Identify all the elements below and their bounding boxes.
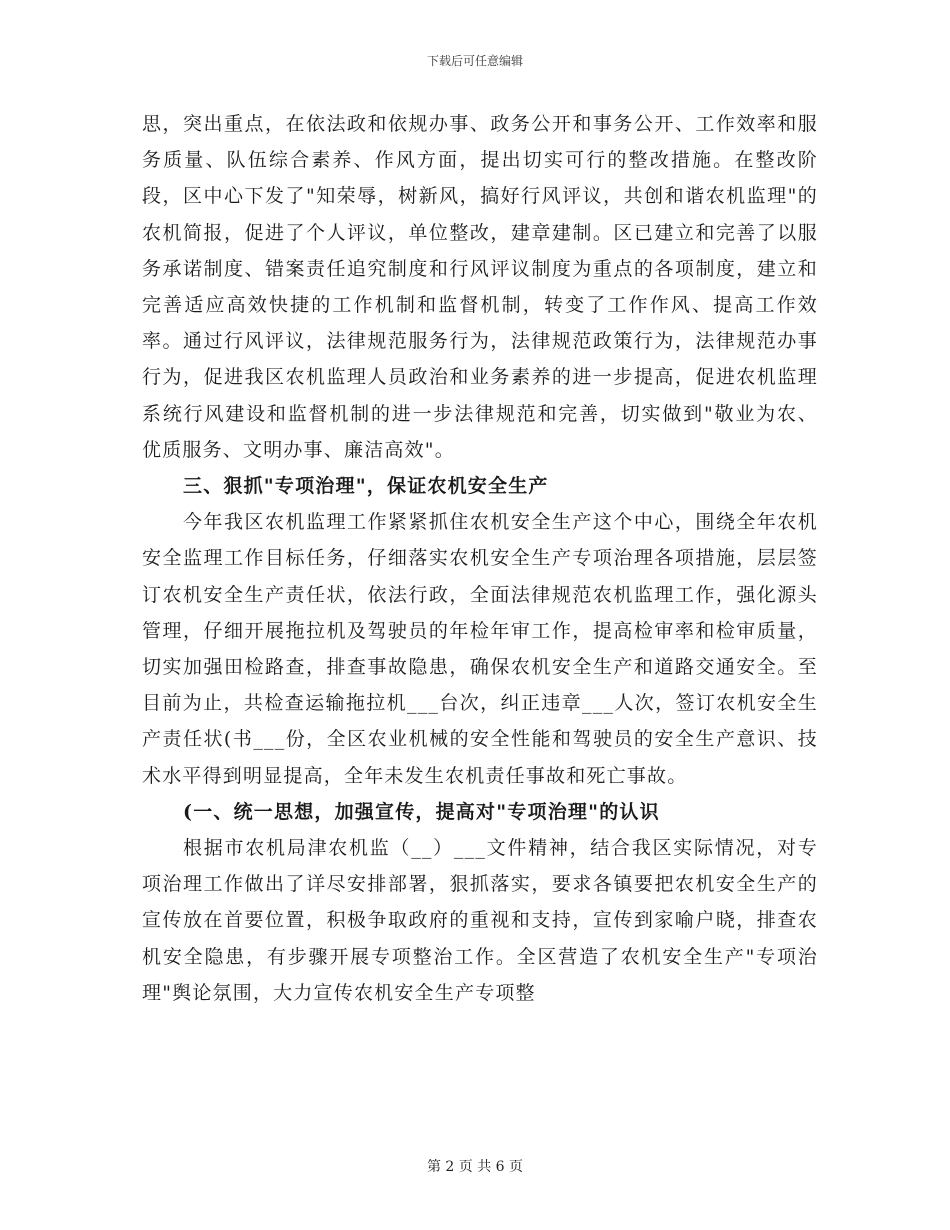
page-header: 下载后可任意编辑 [426, 54, 523, 68]
paragraph-1: 思，突出重点，在依法政和依规办事、政务公开和事务公开、工作效率和服务质量、队伍综合素养、作风方面，提出切实可行的整改措施。在整改阶段，区中心下发了"知荣辱，树新风，搞好行风评议，共创和谐农机监理"的农机简报，促进了个人评议，单位整改，建章建制。区已建立和完善了以服务承诺制度、错案责任追究制度和行风评议制度为重点的各项制度，建立和完善适应高效快捷的工作机制和监督机制，转变了工作作风、提高工作效率。通过行风评议，法律规范服务行为，法律规范政策行为，法律规范办事行为，促进我区农机监理人员政治和业务素养的进一步提高，促进农机监理系统行风建设和监督机制的进一步法律规范和完善，切实做到"敬业为农、优质服务、文明办事、廉洁高效"。 [142, 113, 818, 461]
document-body [142, 106, 818, 1011]
page-number: 第 2 页 共 6 页 [426, 1159, 524, 1175]
section-heading-3: 三、狠抓"专项治理"，保证农机安全生产 [183, 475, 549, 498]
paragraph-2: 今年我区农机监理工作紧紧抓住农机安全生产这个中心，围绕全年农机安全监理工作目标任务，仔细落实农机安全生产专项治理各项措施，层层签订农机安全生产责任状，依法行政，全面法律规范农机监理工作，强化源头管理，仔细开展拖拉机及驾驶员的年检年审工作，提高检审率和检审质量，切实加强田检路查，排查事故隐患，确保农机安全生产和道路交通安全。至目前为止，共检查运输拖拉机___台次，纠正违章___人次，签订农机安全生产责任状(书___份，全区农业机械的安全性能和驾驶员的安全生产意识、技术水平得到明显提高，全年未发生农机责任事故和死亡事故。 [142, 511, 818, 787]
subsection-heading-1: (一、统一思想，加强宣传，提高对"专项治理"的认识 [183, 800, 660, 823]
paragraph-3: 根据市农机局津农机监（__）___文件精神，结合我区实际情况，对专项治理工作做出了详尽安排部署，狠抓落实，要求各镇要把农机安全生产的宣传放在首要位置，积极争取政府的重视和支持，宣传到家喻户晓，排查农机安全隐患，有步骤开展专项整治工作。全区营造了农机安全生产"专项治理"舆论氛围，大力宣传农机安全生产专项整 [142, 837, 818, 1004]
